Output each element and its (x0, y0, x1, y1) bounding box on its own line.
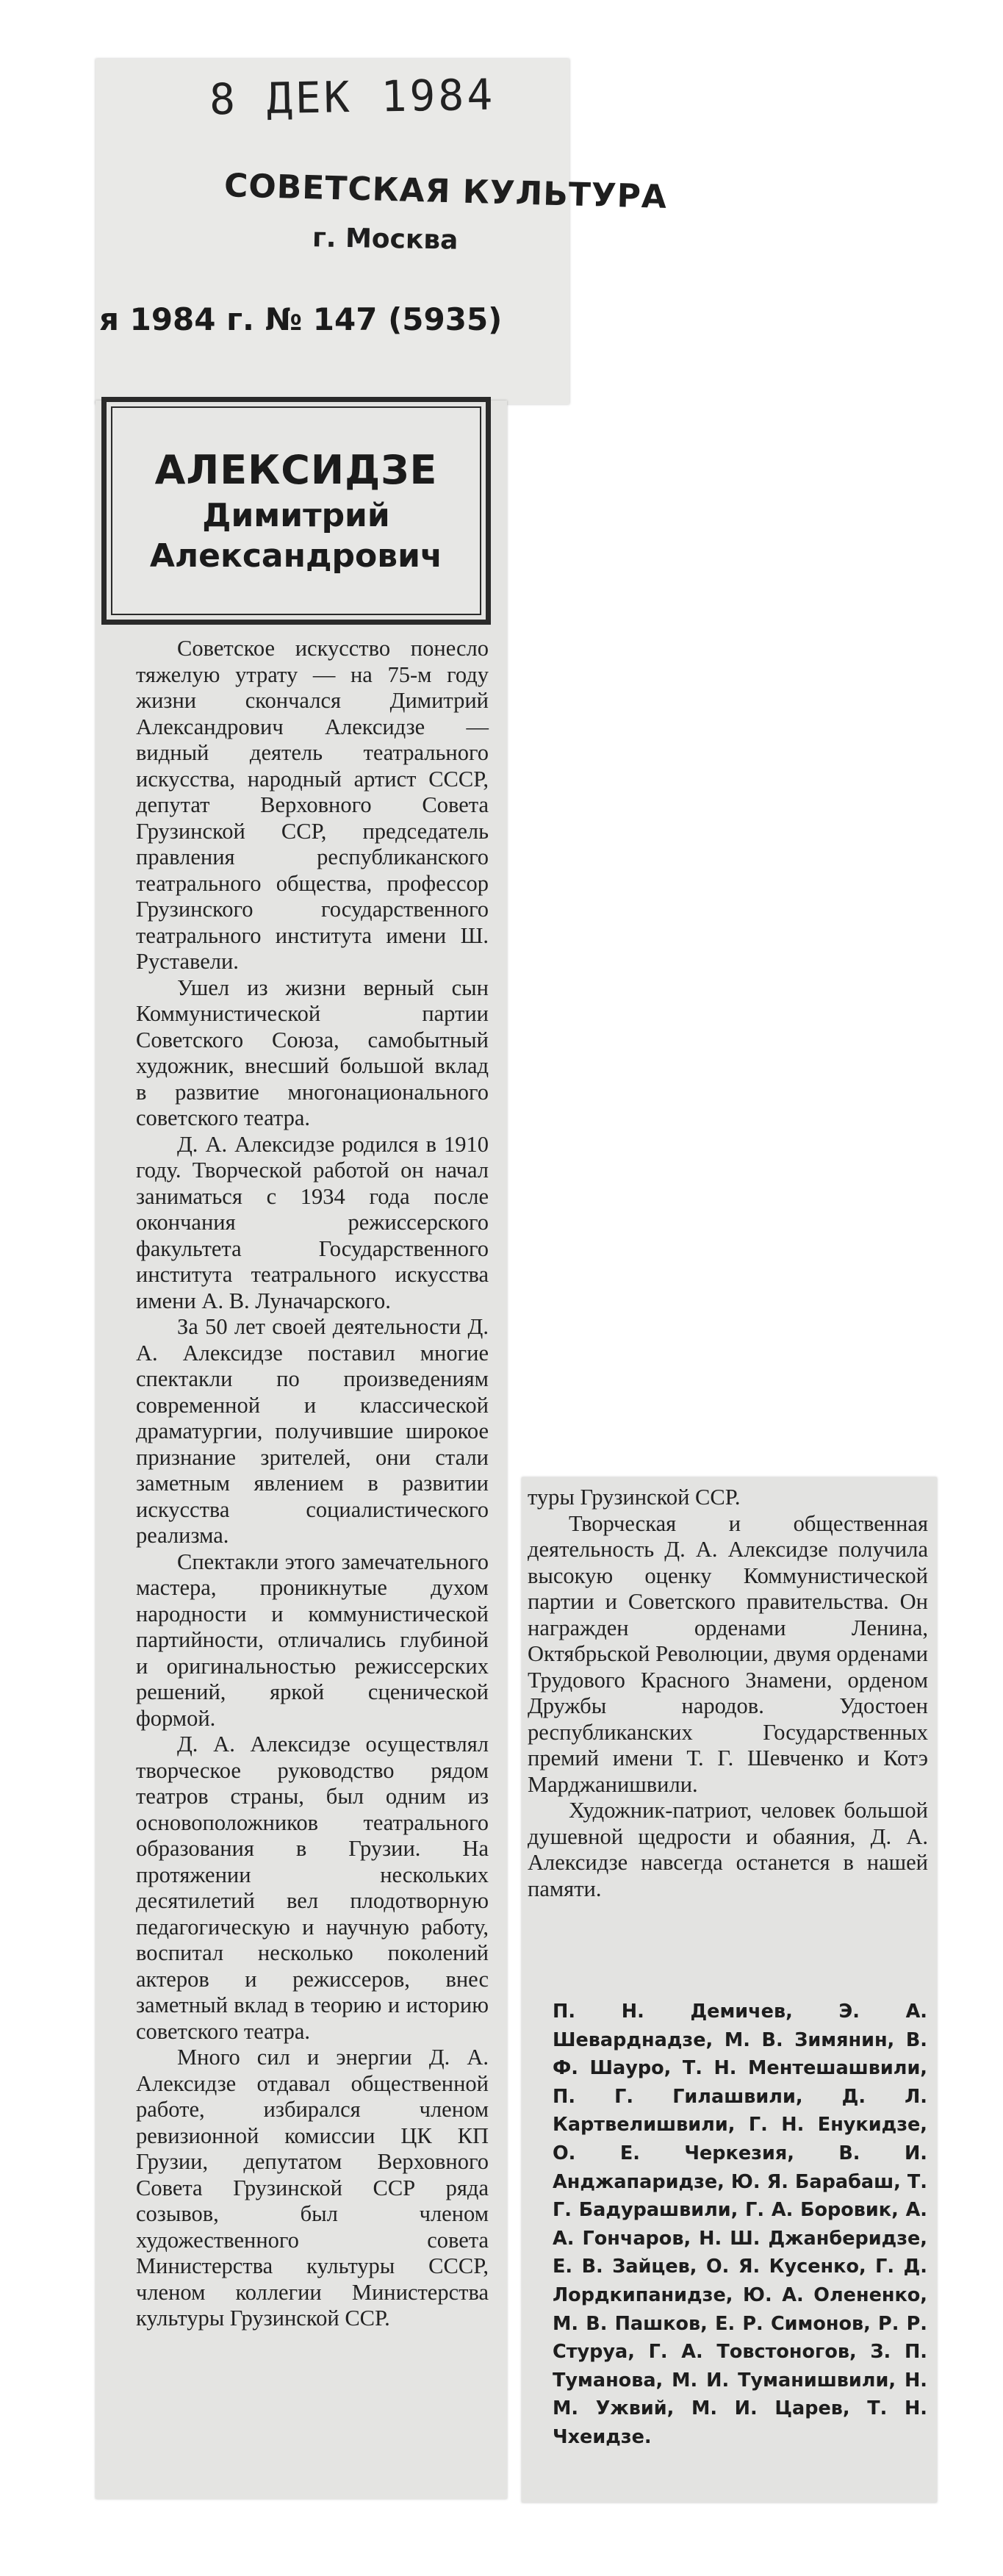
city-stamp: г. Москва (312, 223, 459, 256)
issue-number: я 1984 г. № 147 (5935) (99, 301, 503, 337)
paragraph: За 50 лет своей деятельности Д. А. Алексидзе поставил многие спектакли по произведениям современной и классической драматургии, получившие широкое признание зрителей, они стали заметным явлением в развитии искусства социалистического реализма. (136, 1314, 489, 1548)
paragraph-continuation: туры Грузинской ССР. (528, 1485, 741, 1510)
paragraph: Творческая и общественная деятельность Д. А. Алексидзе получила высокую оценку Коммунистической партии и Советского правительства. Он награжден орденами Ленина, Октябрьской Революции, двумя орденами Трудового Красного Знамени, орденом Дружбы народов. Удостоен республиканских Государственных премий имени Т. Г. Шевченко и Котэ Марджанишвили. (528, 1510, 928, 1797)
paragraph: Много сил и энергии Д. А. Алексидзе отдавал общественной работе, избирался членом ревизионной комиссии ЦК КП Грузии, депутатом Верховного Совета Грузинской ССР ряда созывов, был членом художественного совета Министерства культуры СССР, членом коллегии Министерства культуры Грузинской ССР. (136, 2045, 489, 2331)
paragraph: Ушел из жизни верный сын Коммунистической партии Советского Союза, самобытный художник, внесший большой вклад в развитие многонационального советского театра. (136, 975, 489, 1130)
obituary-patronymic: Александрович (149, 537, 443, 575)
signatories-text: П. Н. Демичев, Э. А. Шеварднадзе, М. В. Зимянин, В. Ф. Шауро, Т. Н. Ментешашвили, П. Г. Гилашвили, Д. Л. Картвелишвили, Г. Н. Енукидзе, О. Е. Черкезия, В. И. Анджапаридзе, Ю. Я. Барабаш, Т. Г. Бадурашвили, Г. А. Боровик, А. А. Гончаров, Н. Ш. Джанберидзе, Е. В. Зайцев, О. Я. Кусенко, Г. Д. Лордкипанидзе, Ю. А. Олененко, М. В. Пашков, Е. Р. Симонов, Р. Р. Стуруа, Г. А. Товстоногов, З. П. Туманова, М. И. Туманишвили, Н. М. Ужвий, М. И. Царев, Т. Н. Чхеидзе. (553, 2001, 927, 2448)
obituary-text-column-2 (528, 1485, 928, 1902)
obituary-surname: АЛЕКСИДЗЕ (154, 447, 438, 494)
paragraph: Д. А. Алексидзе осуществлял творческое руководство рядом театров страны, был одним из основоположников театрального образования в Грузии. На протяжении нескольких десятилетий вел плодотворную педагогическую и научную работу, воспитал несколько поколений актеров и режиссеров, внес заметный вклад в теорию и историю советского театра. (136, 1732, 489, 2044)
obituary-first-name: Димитрий (202, 496, 390, 534)
signatories-list (553, 1998, 927, 2452)
newspaper-stamp: СОВЕТСКАЯ КУЛЬТУРА (223, 167, 668, 216)
paragraph: Художник-патриот, человек большой душевной щедрости и обаяния, Д. А. Алексидзе навсегда останется в нашей памяти. (528, 1798, 928, 1901)
paragraph: Спектакли этого замечательного мастера, проникнутые духом народности и коммунистической партийности, отличались глубиной и оригинальностью режиссерских решений, яркой сценической формой. (136, 1549, 489, 1731)
obituary-text-column-1 (136, 636, 489, 2332)
paragraph: Д. А. Алексидзе родился в 1910 году. Творческой работой он начал заниматься с 1934 года после окончания режиссерского факультета Государственного института театрального искусства имени А. В. Луначарского. (136, 1131, 489, 1313)
paragraph: Советское искусство понесло тяжелую утрату — на 75-м году жизни скончался Димитрий Александрович Алексидзе — видный деятель театрального искусства, народный артист СССР, депутат Верховного Совета Грузинской ССР, председатель правления республиканского театрального общества, профессор Грузинского государственного театрального института имени Ш. Руставели. (136, 636, 489, 974)
obituary-name-frame (111, 406, 481, 615)
date-stamp: 8 ДЕК 1984 (209, 69, 496, 125)
obituary-name-box (101, 397, 491, 625)
